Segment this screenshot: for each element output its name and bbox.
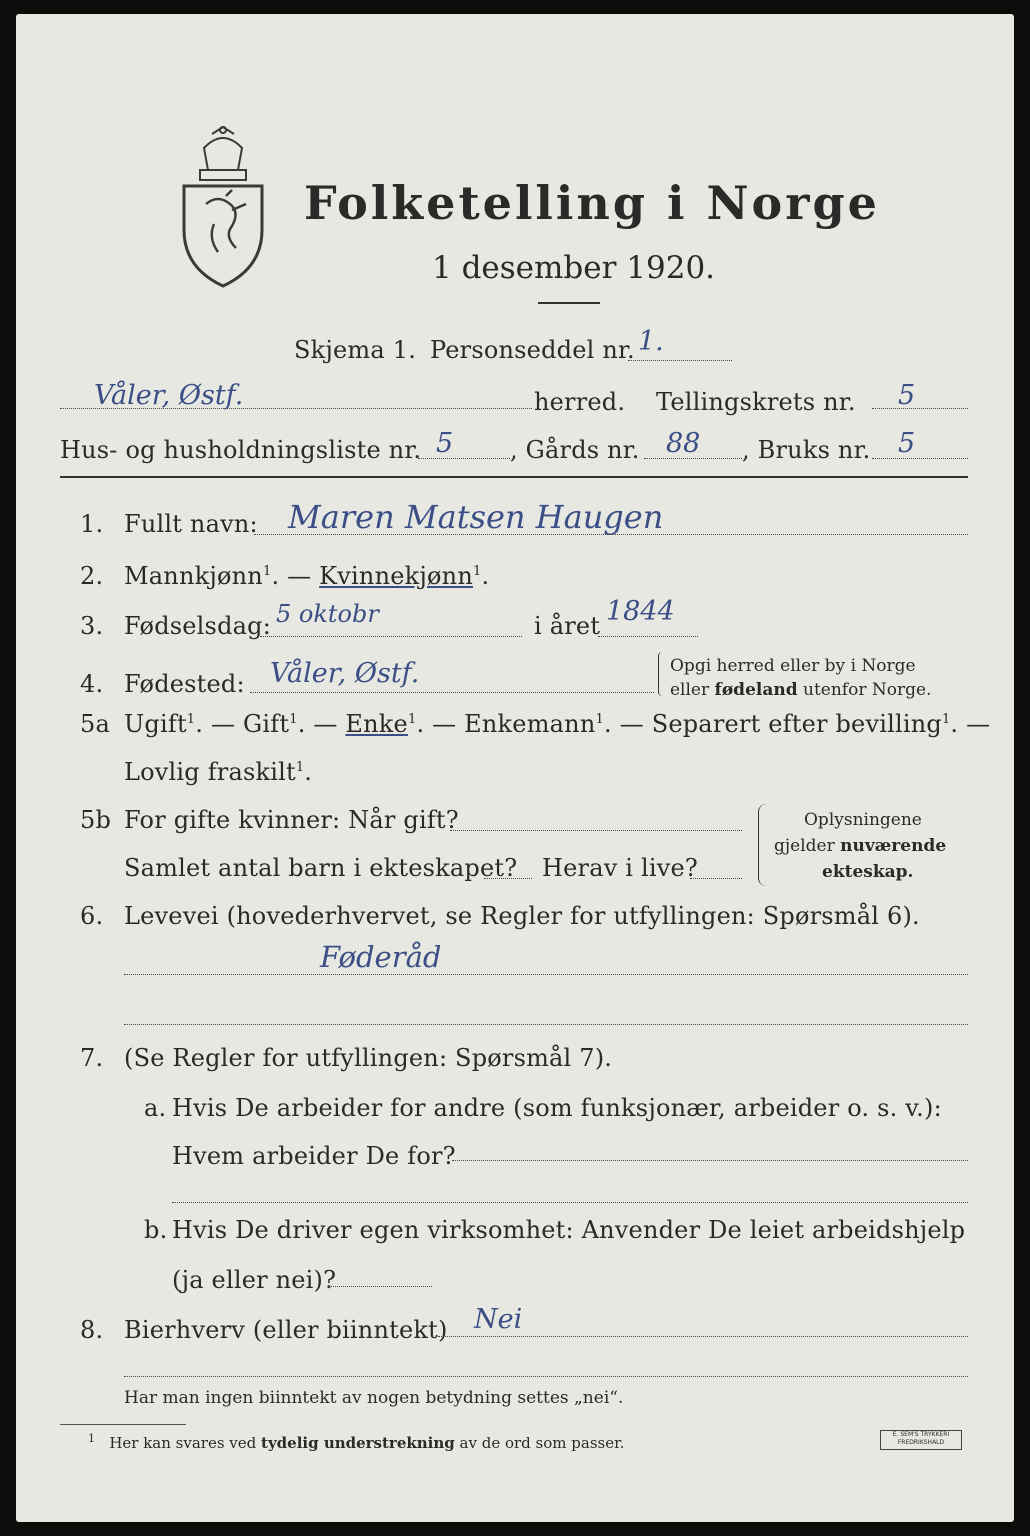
herred-label: herred. bbox=[534, 388, 626, 416]
q6-label: Levevei (hovederhvervet, se Regler for utfyllingen: Spørsmål 6). bbox=[124, 902, 920, 930]
q5b-note-brace bbox=[758, 804, 769, 886]
q6-number: 6. bbox=[80, 902, 104, 930]
q5a-options: Ugift$^1$. — Gift$^1$. — Enke$^1$. — Enkemann$^1$. — Separert efter bevilling$^1$. — bbox=[124, 710, 991, 738]
printer-stamp: E. SEM'S TRYKKERI FREDRIKSHALD bbox=[880, 1430, 962, 1450]
footnote-rule bbox=[60, 1424, 186, 1425]
q7b-line[interactable] bbox=[328, 1286, 432, 1287]
q5b-label1: For gifte kvinner: Når gift? bbox=[124, 806, 459, 834]
q2-number: 2. bbox=[80, 562, 104, 590]
form-title: Folketelling i Norge bbox=[304, 176, 880, 230]
q8-number: 8. bbox=[80, 1316, 104, 1344]
q4-label: Fødested: bbox=[124, 670, 245, 698]
q4-note-line2: eller fødeland utenfor Norge. bbox=[670, 680, 932, 700]
personseddel-line bbox=[628, 360, 732, 361]
q5b-label2: Samlet antal barn i ekteskapet? bbox=[124, 854, 518, 882]
q7a-sub: Hvem arbeider De for? bbox=[172, 1142, 456, 1170]
q6-occupation-value[interactable]: Føderåd bbox=[320, 940, 442, 974]
q5a-separert[interactable]: Separert efter bevilling bbox=[651, 710, 942, 738]
q7b-text: Hvis De driver egen virksomhet: Anvender De leiet arbeidshjelp bbox=[172, 1216, 966, 1244]
q3-year-value[interactable]: 1844 bbox=[606, 596, 675, 627]
q3-year-label: i året bbox=[534, 612, 601, 640]
hus-label: Hus- og husholdningsliste nr. bbox=[60, 436, 422, 464]
census-form bbox=[16, 14, 1014, 1522]
q8-secondary-income-value[interactable]: Nei bbox=[474, 1304, 523, 1335]
hus-line bbox=[418, 458, 510, 459]
q1-line bbox=[254, 534, 968, 535]
tellingskrets-label: Tellingskrets nr. bbox=[656, 388, 856, 416]
q5b-note1: Oplysningene bbox=[804, 810, 922, 830]
q8-line1 bbox=[438, 1336, 968, 1337]
title-divider bbox=[538, 302, 600, 304]
tellingskrets-value[interactable]: 5 bbox=[898, 380, 916, 411]
norway-coat-of-arms-icon bbox=[176, 126, 270, 290]
q5a-ugift[interactable]: Ugift bbox=[124, 710, 187, 738]
tellingskrets-line bbox=[872, 408, 968, 409]
nei-note: Har man ingen biinntekt av nogen betydning settes „nei“. bbox=[124, 1388, 624, 1408]
q6-line2 bbox=[124, 1024, 968, 1025]
q2-options: Mannkjønn$^1$. — Kvinnekjønn$^1$. bbox=[124, 562, 490, 590]
q7-number: 7. bbox=[80, 1044, 104, 1072]
q1-full-name-value[interactable]: Maren Matsen Haugen bbox=[288, 498, 664, 536]
q2-kvinne[interactable]: Kvinnekjønn bbox=[319, 562, 474, 590]
q7b-sub: (ja eller nei)? bbox=[172, 1266, 337, 1294]
bruks-line bbox=[872, 458, 968, 459]
q4-note-brace bbox=[658, 652, 665, 696]
q7a-line2[interactable] bbox=[172, 1202, 968, 1203]
q3-label: Fødselsdag: bbox=[124, 612, 271, 640]
hus-value[interactable]: 5 bbox=[436, 428, 454, 459]
q1-number: 1. bbox=[80, 510, 104, 538]
bruks-value[interactable]: 5 bbox=[898, 428, 916, 459]
q8-label: Bierhverv (eller biinntekt) bbox=[124, 1316, 448, 1344]
gards-line bbox=[644, 458, 742, 459]
q5a-gift[interactable]: Gift bbox=[243, 710, 290, 738]
q5b-note2: gjelder nuværende bbox=[774, 836, 947, 856]
q5b-note3: ekteskap. bbox=[822, 862, 914, 882]
q4-number: 4. bbox=[80, 670, 104, 698]
census-date: 1 desember 1920. bbox=[432, 250, 716, 286]
gards-value[interactable]: 88 bbox=[666, 428, 701, 459]
q5a-enkemann[interactable]: Enkemann bbox=[464, 710, 596, 738]
q4-line bbox=[250, 692, 654, 693]
gards-label: , Gårds nr. bbox=[510, 436, 640, 464]
q5b-number: 5b bbox=[80, 806, 112, 834]
q1-label: Fullt navn: bbox=[124, 510, 258, 538]
q7b-letter: b. bbox=[144, 1216, 168, 1244]
q3-day-value[interactable]: 5 oktobr bbox=[276, 600, 379, 628]
section-divider bbox=[60, 476, 968, 478]
q2-mann[interactable]: Mannkjønn bbox=[124, 562, 263, 590]
q5b-married-line[interactable] bbox=[450, 830, 742, 831]
q7-label: (Se Regler for utfyllingen: Spørsmål 7). bbox=[124, 1044, 613, 1072]
q5a-lovlig[interactable]: Lovlig fraskilt$^1$. bbox=[124, 758, 313, 786]
q4-note-line1: Opgi herred eller by i Norge bbox=[670, 656, 916, 676]
q5a-enke[interactable]: Enke bbox=[345, 710, 408, 738]
herred-value[interactable]: Våler, Østf. bbox=[94, 380, 244, 411]
q7a-text: Hvis De arbeider for andre (som funksjonær, arbeider o. s. v.): bbox=[172, 1094, 942, 1122]
q5a-number: 5a bbox=[80, 710, 110, 738]
personseddel-value[interactable]: 1. bbox=[638, 326, 664, 357]
q5b-alive-line[interactable] bbox=[690, 878, 742, 879]
bruks-label: , Bruks nr. bbox=[742, 436, 871, 464]
q6-line1 bbox=[124, 974, 968, 975]
q4-birthplace-value[interactable]: Våler, Østf. bbox=[270, 658, 420, 689]
q3-year-line bbox=[598, 636, 698, 637]
q5b-label3: Herav i live? bbox=[542, 854, 698, 882]
q8-line2 bbox=[124, 1376, 968, 1377]
q5b-children-line[interactable] bbox=[484, 878, 532, 879]
q3-number: 3. bbox=[80, 612, 104, 640]
herred-line bbox=[60, 408, 532, 409]
q7a-line1[interactable] bbox=[452, 1160, 968, 1161]
q7a-letter: a. bbox=[144, 1094, 167, 1122]
footnote: $^1$ Her kan svares ved tydelig understrekning av de ord som passer. bbox=[88, 1432, 625, 1452]
personseddel-label: Personseddel nr. bbox=[430, 336, 635, 364]
schema-label: Skjema 1. bbox=[294, 336, 417, 364]
q3-day-line bbox=[260, 636, 522, 637]
